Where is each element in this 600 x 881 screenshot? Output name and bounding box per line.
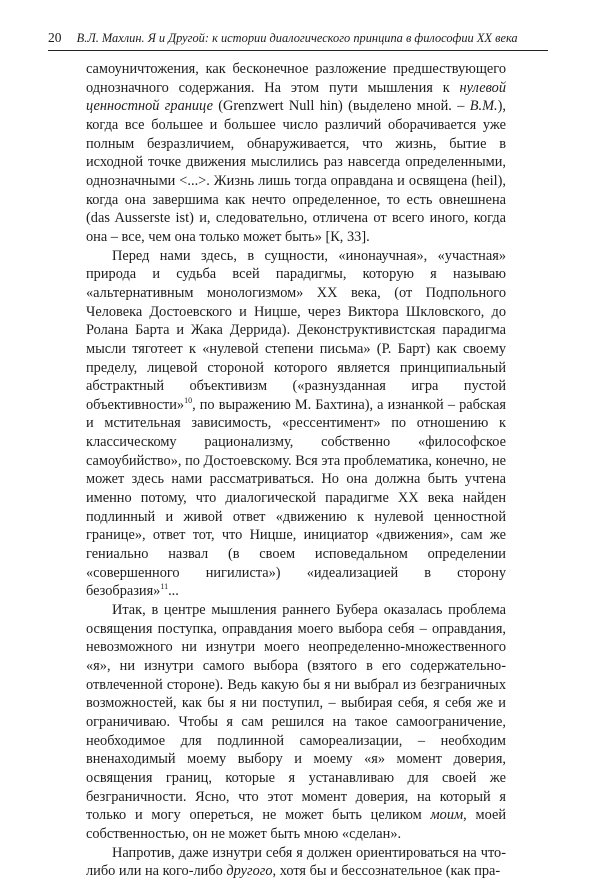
italic-text: В.М.	[469, 98, 498, 115]
italic-text: нулевой ценностной границе	[86, 79, 506, 115]
footnote-ref: 11	[160, 582, 169, 592]
text-run: Напротив, даже изнутри себя я должен ориентироваться на что-либо или на кого-либо	[86, 844, 506, 880]
text-run: , моей собственностью, он не может быть мною «сделан».	[86, 807, 506, 842]
text-run: , хотя бы и бессознательное (как пра-	[272, 863, 501, 880]
text-run: самоуничтожения, как бесконечное разложение предшествующего однозначного содержания. На этом пути мышления к	[86, 61, 506, 96]
running-title: В.Л. Махлин. Я и Другой: к истории диалогического принципа в философии XX века	[76, 31, 518, 45]
italic-text: другого	[226, 863, 273, 880]
paragraph	[86, 247, 506, 601]
body-text	[86, 60, 506, 881]
text-run: Итак, в центре мышления раннего Бубера оказалась проблема освящения поступка, оправдания моего выбора себя – оправдания, невозможного ни изнутри моего неопределенно-множественного «я», ни изнутри самого выбора (взятого в его содержательно-отвлеченной стороне). Ведь какую бы я ни выбрал из безграничных возможностей, как бы я ни поступил, – выбирая себя, я себя же и ограничиваю. Чтобы я сам решился на такое самоограничение, необходимое для подлинной самореализации, – необходим вненаходимый моему выбору и моему «я» момент доверия, освящения границ, которые я устанавливаю для своей же безграничности. Ясно, что этот момент доверия, на который я только и могу опереться, не может быть целиком	[86, 602, 506, 824]
text-run: Перед нами здесь, в сущности, «инонаучная», «участная» природа и судьба всей парадигмы, которую я называю «альтернативным монологизмом» XX века, (от Подпольного Человека Достоевского и Ницше, через Виктора Шкловского, до Ролана Барта и Жака Деррида). Деконструктивистская парадигма мысли тяготеет к «нулевой степени письма» (Р. Барт) как своему пределу, лицевой стороной которого является принципиальный абстрактный объективизм («разнузданная игра пустой объективности»	[86, 247, 506, 413]
footnote-ref: 10	[184, 395, 193, 405]
header-divider	[48, 50, 548, 51]
text-run: , по выражению М. Бахтина), а изнанкой – рабская и мстительная зависимость, «рессентимент» по отношению к классическому рационализму, собственно «философское самоубийство», по Достоевскому. Вся эта проблематика, конечно, не может здесь нами рассматриваться. Но она должна быть учтена именно потому, что диалогической парадигме XX века найден подлинный и живой ответ «движению к нулевой ценностной границе», ответ тот, что Ницше, инициатор «движения», сам же гениально назвал (в своем исповедальном определении «совершенного нигилиста») «идеализацией в сторону безобразия»	[86, 396, 506, 600]
paragraph	[86, 60, 506, 247]
paragraph	[86, 844, 506, 881]
text-run: ), когда все большее и большее число различий оборачивается уже полным безразличием, обнаруживается, что жизнь, бытие в исходной точке движения мыслились раз навсегда определенными, однозначными <...>. Жизнь лишь тогда оправдана и освящена (heil), когда она завершима как нечто определенное, то есть овнешнена (das Ausserste ist) и, следовательно, отличена от всего иного, когда она – все, чем она только может быть» [К, 33].	[86, 98, 506, 245]
text-run: (Grenzwert Null hin) (выделено мной. –	[212, 98, 470, 115]
text-run: ...	[168, 583, 179, 600]
page-header	[48, 30, 552, 46]
page-number: 20	[48, 30, 62, 45]
paragraph	[86, 601, 506, 844]
italic-text: моим	[430, 807, 464, 824]
